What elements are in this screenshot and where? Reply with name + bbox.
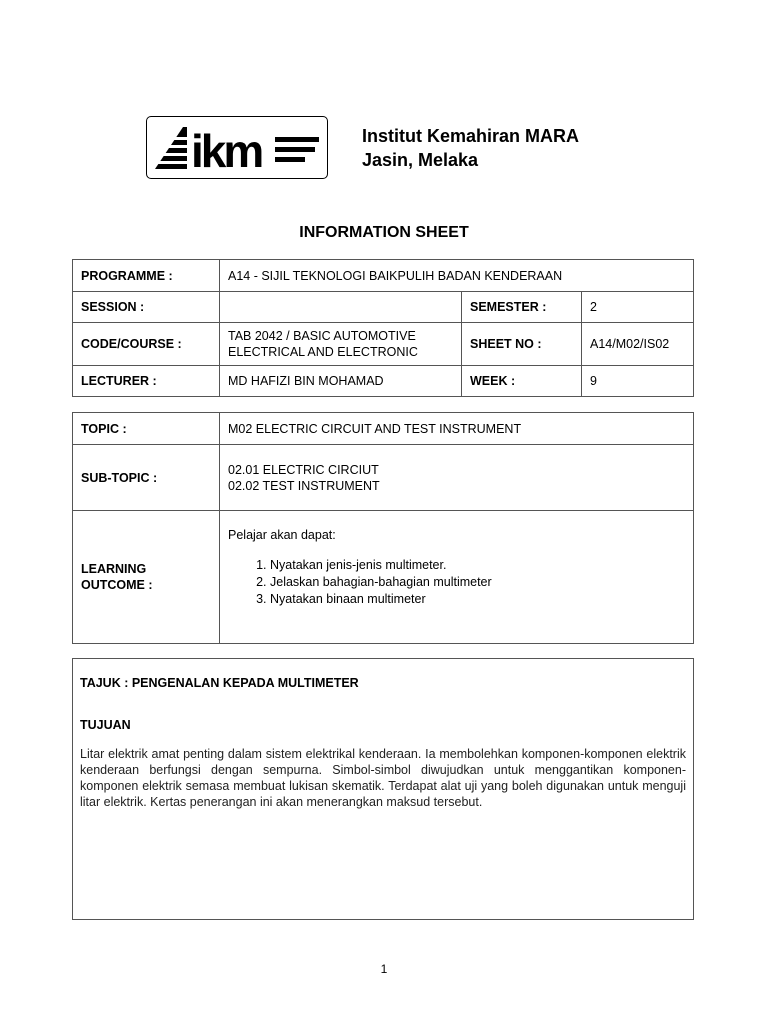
topic-table: [72, 412, 694, 644]
section-heading: TUJUAN: [80, 718, 131, 732]
subtopic-list: [220, 445, 694, 511]
course-row: [73, 323, 694, 366]
session-value: [220, 292, 462, 323]
lecturer-label: LECTURER :: [73, 366, 220, 397]
outcome-intro: Pelajar akan dapat:: [228, 528, 336, 542]
week-value: 9: [582, 366, 694, 397]
institution-name: Institut Kemahiran MARA: [362, 126, 580, 146]
topic-row: [73, 413, 694, 445]
page-number: 1: [380, 962, 388, 976]
learning-outcome-row: [73, 511, 694, 644]
subtopic-row: [73, 445, 694, 511]
outcome-item: 3. Nyatakan binaan multimeter: [270, 591, 685, 608]
course-label: CODE/COURSE :: [73, 323, 220, 366]
session-row: [73, 292, 694, 323]
content-title: TAJUK : PENGENALAN KEPADA MULTIMETER: [80, 676, 359, 690]
lecturer-value: MD HAFIZI BIN MOHAMAD: [220, 366, 462, 397]
lecturer-row: [73, 366, 694, 397]
programme-label: PROGRAMME :: [73, 260, 220, 292]
outcome-item: 1. Nyatakan jenis-jenis multimeter.: [270, 557, 685, 574]
week-label: WEEK :: [462, 366, 582, 397]
programme-row: [73, 260, 694, 292]
learning-outcome-label: [73, 511, 220, 644]
topic-label: TOPIC :: [73, 413, 220, 445]
course-value-line2: ELECTRICAL AND ELECTRONIC: [228, 345, 418, 359]
subtopic-label: SUB-TOPIC :: [73, 445, 220, 511]
ikm-logo: [146, 116, 328, 179]
course-info-table: [72, 259, 694, 397]
ikm-logo-mark: [153, 123, 323, 173]
sheet-no-value: A14/M02/IS02: [582, 323, 694, 366]
content-section: [72, 658, 694, 920]
learning-outcome-content: [220, 511, 694, 644]
content-paragraph: Litar elektrik amat penting dalam sistem elektrikal kenderaan. Ia membolehkan komponen-komponen elektrik kenderaan berfungsi dengan sempurna. Simbol-simbol diwujudkan untuk menggantikan komponen-komponen elektrik semasa membuat lukisan skematik. Terdapat alat uji yang boleh digunakan untuk menguji litar elektrik. Kertas penerangan ini akan menerangkan maksud tersebut.: [80, 747, 686, 809]
session-label: SESSION :: [73, 292, 220, 323]
learning-outcome-label-line1: LEARNING: [81, 562, 147, 576]
sheet-title: INFORMATION SHEET: [299, 224, 469, 241]
logo-text: ikm: [191, 125, 262, 173]
course-value: [220, 323, 462, 366]
subtopic-item: 02.02 TEST INSTRUMENT: [228, 478, 380, 493]
subtopic-item: 02.01 ELECTRIC CIRCIUT: [228, 462, 379, 477]
programme-value: A14 - SIJIL TEKNOLOGI BAIKPULIH BADAN KENDERAAN: [220, 260, 694, 292]
institution-heading: [362, 124, 579, 172]
institution-location: Jasin, Melaka: [362, 150, 479, 170]
sheet-no-label: SHEET NO :: [462, 323, 582, 366]
course-value-line1: TAB 2042 / BASIC AUTOMOTIVE: [228, 329, 416, 343]
outcome-list: [228, 557, 685, 608]
semester-value: 2: [582, 292, 694, 323]
semester-label: SEMESTER :: [462, 292, 582, 323]
topic-value: M02 ELECTRIC CIRCUIT AND TEST INSTRUMENT: [220, 413, 694, 445]
learning-outcome-label-line2: OUTCOME :: [81, 578, 153, 592]
outcome-item: 2. Jelaskan bahagian-bahagian multimeter: [270, 574, 685, 591]
